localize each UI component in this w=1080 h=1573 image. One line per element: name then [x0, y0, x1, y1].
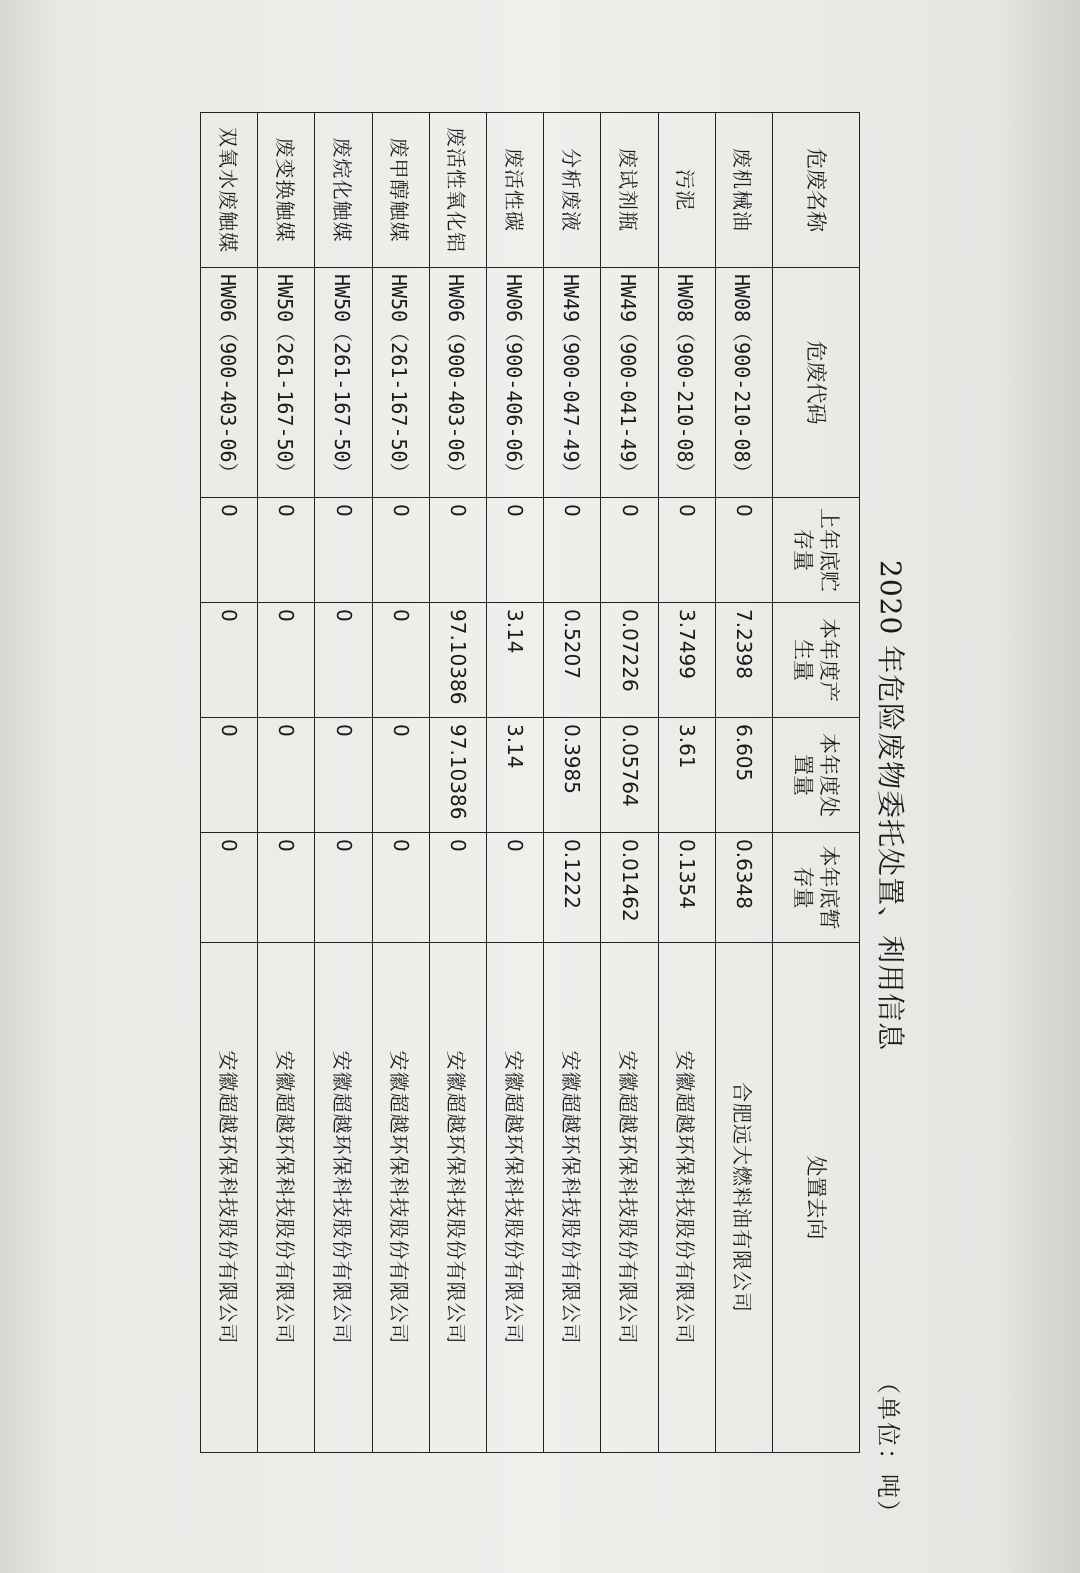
- cell-produced: 0: [201, 603, 258, 718]
- cell-stock: 0: [372, 833, 429, 943]
- cell-prev-stock: 0: [544, 498, 601, 603]
- table-row: [601, 113, 658, 1453]
- header-prev-stock: 上年底贮存量: [773, 498, 860, 603]
- cell-code: HW49（900-041-49）: [601, 268, 658, 498]
- cell-stock: 0.6348: [715, 833, 772, 943]
- cell-prev-stock: 0: [601, 498, 658, 603]
- cell-prev-stock: 0: [429, 498, 486, 603]
- header-name: 危废名称: [773, 113, 860, 268]
- cell-stock: 0.1222: [544, 833, 601, 943]
- cell-stock: 0: [201, 833, 258, 943]
- header-row: [773, 113, 860, 1453]
- cell-produced: 0: [315, 603, 372, 718]
- cell-code: HW50（261-167-50）: [258, 268, 315, 498]
- cell-destination: 安徽超越环保科技股份有限公司: [201, 943, 258, 1453]
- table-row: [258, 113, 315, 1453]
- cell-stock: 0.1354: [658, 833, 715, 943]
- cell-destination: 安徽超越环保科技股份有限公司: [258, 943, 315, 1453]
- cell-destination: 安徽超越环保科技股份有限公司: [487, 943, 544, 1453]
- cell-stock: 0: [315, 833, 372, 943]
- header-code: 危废代码: [773, 268, 860, 498]
- cell-name: 废活性碳: [487, 113, 544, 268]
- cell-produced: 7.2398: [715, 603, 772, 718]
- table-row: [315, 113, 372, 1453]
- cell-name: 双氧水废触媒: [201, 113, 258, 268]
- cell-stock: 0: [487, 833, 544, 943]
- cell-code: HW08（900-210-08）: [715, 268, 772, 498]
- cell-name: 废试剂瓶: [601, 113, 658, 268]
- table-row: [201, 113, 258, 1453]
- cell-destination: 安徽超越环保科技股份有限公司: [544, 943, 601, 1453]
- cell-destination: 安徽超越环保科技股份有限公司: [315, 943, 372, 1453]
- cell-name: 废烷化触媒: [315, 113, 372, 268]
- cell-disposed: 0: [372, 718, 429, 833]
- cell-disposed: 3.61: [658, 718, 715, 833]
- cell-prev-stock: 0: [315, 498, 372, 603]
- cell-stock: 0: [429, 833, 486, 943]
- cell-code: HW49（900-047-49）: [544, 268, 601, 498]
- cell-produced: 3.7499: [658, 603, 715, 718]
- cell-produced: 0.5207: [544, 603, 601, 718]
- table-row: [544, 113, 601, 1453]
- cell-code: HW08（900-210-08）: [658, 268, 715, 498]
- cell-code: HW50（261-167-50）: [372, 268, 429, 498]
- cell-destination: 安徽超越环保科技股份有限公司: [429, 943, 486, 1453]
- cell-produced: 97.10386: [429, 603, 486, 718]
- cell-produced: 0: [258, 603, 315, 718]
- cell-name: 废甲醇触媒: [372, 113, 429, 268]
- table-row: [372, 113, 429, 1453]
- cell-destination: 安徽超越环保科技股份有限公司: [372, 943, 429, 1453]
- cell-disposed: 0: [315, 718, 372, 833]
- cell-destination: 安徽超越环保科技股份有限公司: [658, 943, 715, 1453]
- cell-name: 污泥: [658, 113, 715, 268]
- cell-destination: 合肥远大燃料油有限公司: [715, 943, 772, 1453]
- table-row: [429, 113, 486, 1453]
- document-title: 2020 年危险废物委托处置、利用信息: [874, 560, 907, 1052]
- cell-disposed: 0.3985: [544, 718, 601, 833]
- cell-code: HW06（900-403-06）: [429, 268, 486, 498]
- cell-prev-stock: 0: [658, 498, 715, 603]
- cell-code: HW06（900-406-06）: [487, 268, 544, 498]
- cell-produced: 0: [372, 603, 429, 718]
- header-stock: 本年底暂存量: [773, 833, 860, 943]
- cell-stock: 0: [258, 833, 315, 943]
- cell-prev-stock: 0: [487, 498, 544, 603]
- cell-produced: 0.07226: [601, 603, 658, 718]
- cell-code: HW50（261-167-50）: [315, 268, 372, 498]
- cell-prev-stock: 0: [372, 498, 429, 603]
- header-disposed: 本年度处置量: [773, 718, 860, 833]
- cell-destination: 安徽超越环保科技股份有限公司: [601, 943, 658, 1453]
- cell-disposed: 6.605: [715, 718, 772, 833]
- cell-prev-stock: 0: [715, 498, 772, 603]
- header-produced: 本年度产生量: [773, 603, 860, 718]
- table-row: [658, 113, 715, 1453]
- cell-disposed: 0.05764: [601, 718, 658, 833]
- cell-stock: 0.01462: [601, 833, 658, 943]
- cell-name: 分析废液: [544, 113, 601, 268]
- cell-code: HW06（900-403-06）: [201, 268, 258, 498]
- unit-label: （单位：吨）: [874, 1370, 902, 1526]
- table-row: [487, 113, 544, 1453]
- cell-disposed: 97.10386: [429, 718, 486, 833]
- cell-prev-stock: 0: [258, 498, 315, 603]
- cell-name: 废变换触媒: [258, 113, 315, 268]
- cell-disposed: 0: [258, 718, 315, 833]
- header-destination: 处置去向: [773, 943, 860, 1453]
- cell-name: 废机械油: [715, 113, 772, 268]
- cell-disposed: 0: [201, 718, 258, 833]
- table-row: [715, 113, 772, 1453]
- cell-produced: 3.14: [487, 603, 544, 718]
- cell-disposed: 3.14: [487, 718, 544, 833]
- cell-prev-stock: 0: [201, 498, 258, 603]
- waste-table: [200, 112, 860, 1453]
- cell-name: 废活性氧化铝: [429, 113, 486, 268]
